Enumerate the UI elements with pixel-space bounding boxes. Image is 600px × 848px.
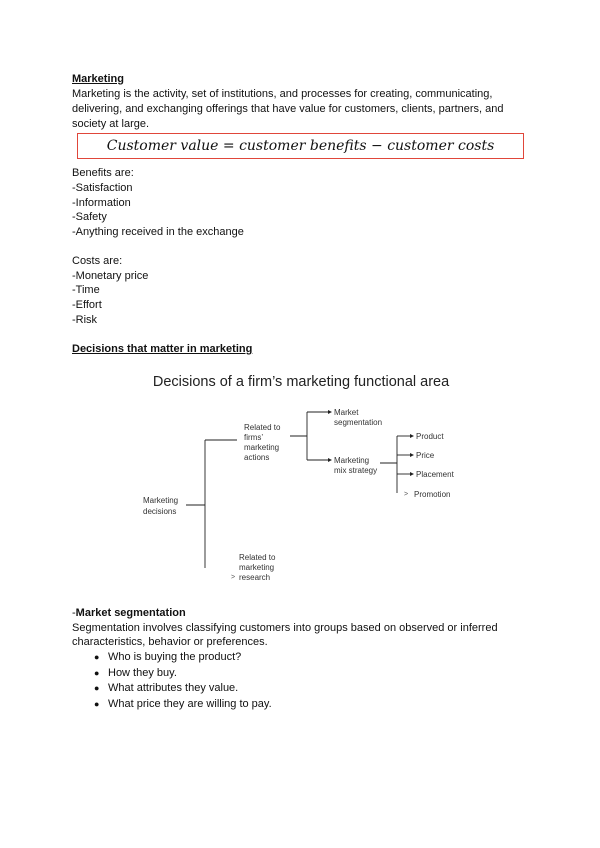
benefit-item: -Safety bbox=[72, 211, 107, 223]
benefit-item: -Information bbox=[72, 197, 131, 209]
diagram-title: Decisions of a firm’s marketing functional area bbox=[152, 374, 450, 390]
definition-line-3: society at large. bbox=[72, 118, 150, 130]
formula-text: Customer value = customer benefits − customer costs bbox=[106, 138, 495, 154]
bullet-text: What price they are willing to pay. bbox=[108, 697, 272, 710]
arrowhead bbox=[410, 472, 414, 476]
research-label-line-1: Related to bbox=[239, 553, 276, 562]
arrowhead bbox=[328, 458, 332, 462]
marketing-decisions-diagram bbox=[0, 368, 600, 583]
cost-item: -Monetary price bbox=[72, 270, 149, 282]
bullet-text: How they buy. bbox=[108, 666, 177, 679]
research-arrow-glyph: > bbox=[231, 574, 236, 581]
actions-label-line-1: Related to bbox=[244, 423, 281, 432]
promotion-arrow-glyph: > bbox=[404, 491, 409, 498]
diagram-connectors bbox=[186, 412, 410, 568]
arrowhead bbox=[328, 410, 332, 414]
segmentation-heading-text: Market segmentation bbox=[75, 607, 186, 619]
mix-item-product: Product bbox=[416, 432, 444, 441]
list-item bbox=[94, 650, 272, 666]
mix-label-line-2: mix strategy bbox=[334, 466, 378, 475]
arrowhead bbox=[410, 434, 414, 438]
costs-title: Costs are: bbox=[72, 255, 123, 267]
actions-label-line-4: actions bbox=[244, 453, 270, 462]
customer-value-formula bbox=[77, 133, 524, 159]
actions-label-line-2: firms’ bbox=[244, 433, 264, 442]
marketing-heading: Marketing bbox=[72, 73, 124, 85]
arrowhead bbox=[410, 453, 414, 457]
segmentation-body-line-1: Segmentation involves classifying customers into groups based on observed or inferred bbox=[72, 622, 498, 634]
cost-item: -Risk bbox=[72, 314, 98, 326]
benefit-item: -Anything received in the exchange bbox=[72, 226, 244, 238]
root-label-line-1: Marketing bbox=[143, 496, 179, 505]
mix-item-price: Price bbox=[416, 451, 435, 460]
list-item bbox=[94, 697, 272, 713]
mix-item-placement: Placement bbox=[416, 470, 454, 479]
segmentation-body-line-2: characteristics, behavior or preferences. bbox=[72, 636, 268, 648]
benefit-item: -Satisfaction bbox=[72, 182, 133, 194]
list-item bbox=[94, 681, 272, 697]
definition-line-1: Marketing is the activity, set of institutions, and processes for creating, communicating, bbox=[72, 88, 493, 100]
bullet-dot: ● bbox=[94, 652, 100, 662]
segmentation-label-line-2: segmentation bbox=[334, 418, 383, 427]
bullet-dot: ● bbox=[94, 667, 100, 678]
decisions-heading: Decisions that matter in marketing bbox=[72, 343, 253, 355]
bullet-text: Who is buying the product? bbox=[108, 651, 242, 663]
bullet-text: What attributes they value. bbox=[108, 682, 239, 694]
segmentation-bullet-list bbox=[94, 650, 272, 712]
list-item bbox=[94, 666, 272, 682]
benefits-title: Benefits are: bbox=[72, 167, 134, 179]
actions-label-line-3: marketing bbox=[244, 443, 280, 452]
research-label-line-2: marketing bbox=[239, 563, 275, 572]
root-label-line-2: decisions bbox=[143, 507, 177, 516]
segmentation-dash: - bbox=[72, 607, 76, 619]
definition-line-2: delivering, and exchanging offerings that have value for customers, clients, partners, and bbox=[72, 103, 504, 115]
segmentation-label-line-1: Market bbox=[334, 408, 359, 417]
bullet-dot: ● bbox=[94, 683, 100, 693]
mix-item-promotion: Promotion bbox=[414, 490, 451, 499]
research-label-line-3: research bbox=[239, 573, 271, 582]
cost-item: -Time bbox=[72, 284, 100, 296]
bullet-dot: ● bbox=[94, 698, 100, 709]
mix-label-line-1: Marketing bbox=[334, 456, 370, 465]
segmentation-heading bbox=[72, 606, 186, 621]
cost-item: -Effort bbox=[72, 299, 102, 311]
